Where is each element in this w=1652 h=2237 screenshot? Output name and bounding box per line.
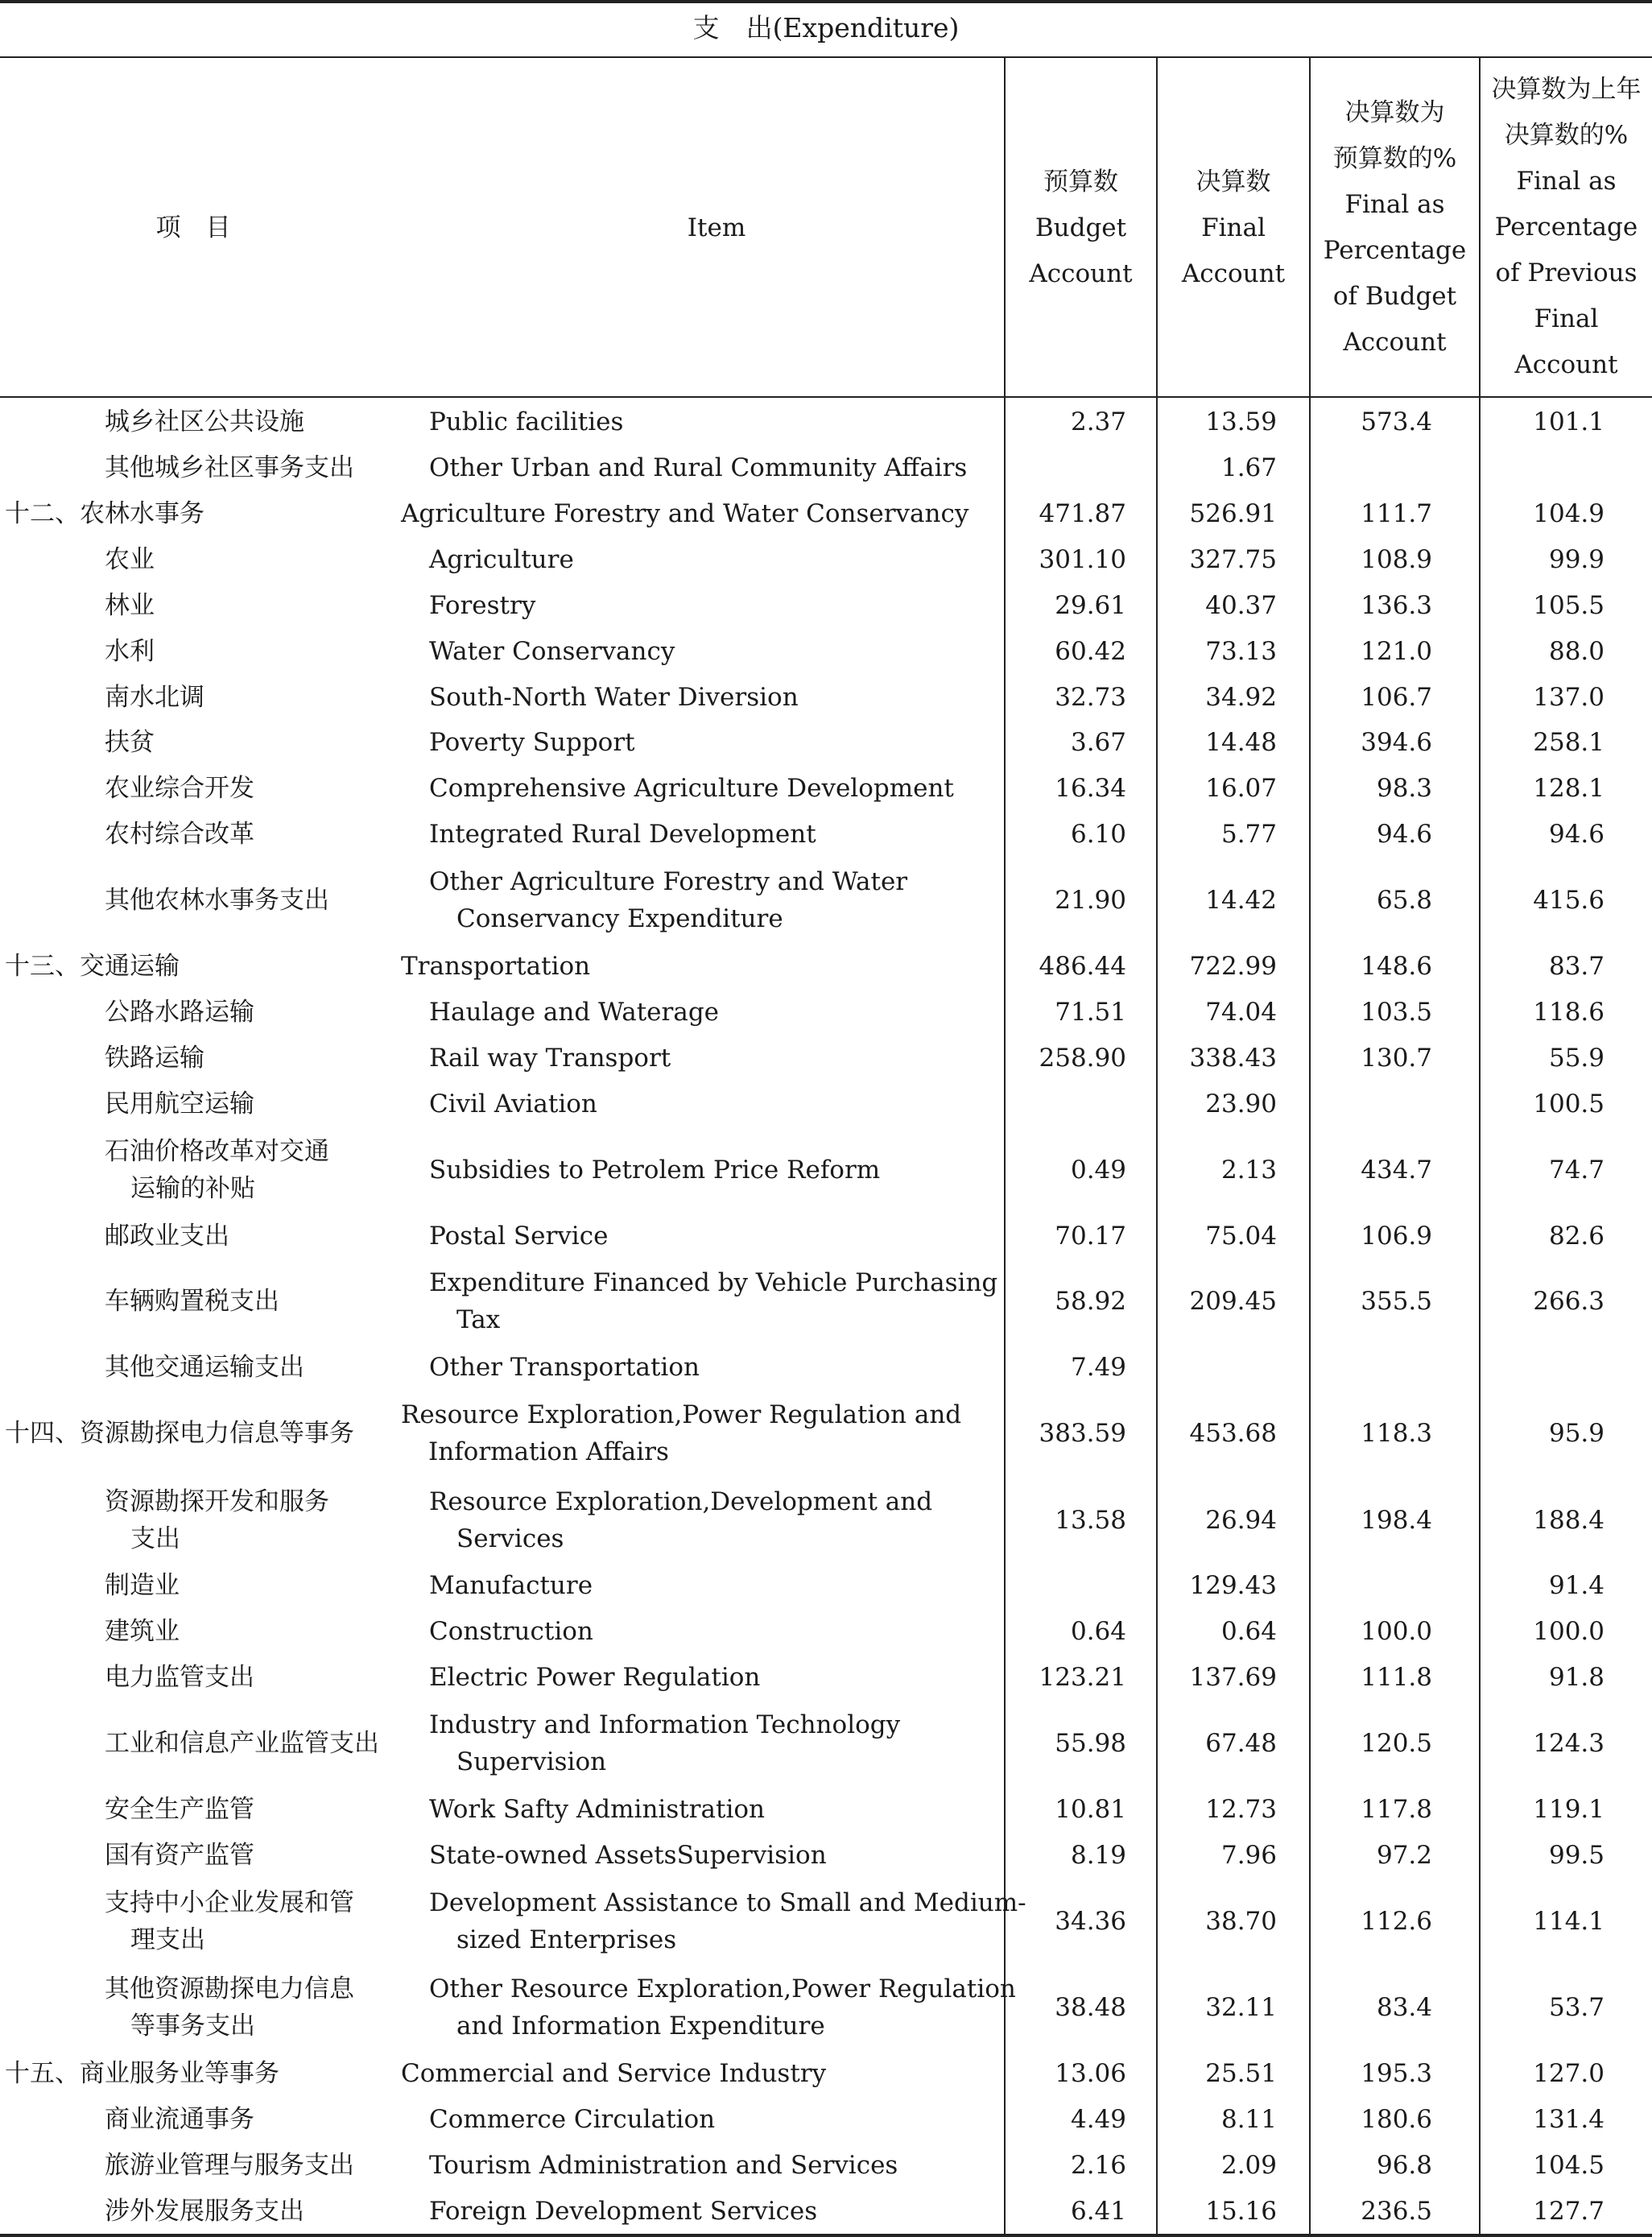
row-label-en: Commercial and Service Industry (401, 2059, 827, 2089)
cell-final: 2.13 (1220, 1155, 1277, 1185)
row-label-en: Resource Exploration,Power Regulation and (401, 1400, 962, 1430)
cell-budget: 0.49 (1070, 1155, 1126, 1185)
cell-final: 5.77 (1220, 820, 1277, 850)
cell-pct-budget: 355.5 (1361, 1287, 1432, 1317)
cell-pct-prev: 128.1 (1533, 774, 1605, 804)
row-label-en: Tourism Administration and Services (429, 2150, 898, 2180)
row-label-cn: 其他资源勘探电力信息 (105, 1974, 354, 2004)
cell-final: 0.64 (1220, 1617, 1277, 1647)
row-label-en: Agriculture Forestry and Water Conservancy (401, 499, 969, 529)
cell-pct-budget: 106.7 (1361, 682, 1432, 712)
row-label-en: Industry and Information Technology (429, 1710, 901, 1740)
cell-final: 526.91 (1189, 499, 1277, 529)
cell-final: 25.51 (1205, 2059, 1277, 2089)
header-budget: 预算数 Budget Account (1029, 167, 1133, 288)
cell-final: 14.42 (1205, 886, 1277, 916)
row-label-cn: 十四、资源勘探电力信息等事务 (5, 1419, 354, 1449)
cell-pct-budget: 195.3 (1361, 2059, 1432, 2089)
cell-budget: 58.92 (1055, 1287, 1126, 1317)
cell-pct-budget: 97.2 (1376, 1840, 1432, 1870)
cell-budget: 3.67 (1070, 728, 1126, 758)
cell-pct-budget: 118.3 (1361, 1419, 1432, 1449)
row-label-cn: 农业 (105, 544, 155, 574)
cell-pct-prev: 101.1 (1533, 407, 1605, 437)
row-label-en: Expenditure Financed by Vehicle Purchasing (429, 1268, 998, 1298)
row-label-en: Civil Aviation (429, 1089, 597, 1118)
row-label-en: Subsidies to Petrolem Price Reform (429, 1155, 881, 1185)
cell-pct-prev: 127.7 (1533, 2196, 1605, 2226)
row-label-cn: 建筑业 (105, 1617, 180, 1647)
cell-budget: 29.61 (1055, 590, 1126, 620)
cell-pct-prev: 88.0 (1548, 636, 1605, 666)
cell-final: 722.99 (1189, 952, 1277, 981)
cell-final: 327.75 (1189, 544, 1277, 574)
cell-pct-prev: 105.5 (1533, 590, 1605, 620)
cell-final: 16.07 (1205, 774, 1277, 804)
row-label-en: Construction (429, 1617, 593, 1647)
row-label-en: Commerce Circulation (429, 2104, 716, 2134)
cell-pct-prev: 82.6 (1548, 1221, 1605, 1251)
cell-pct-budget: 111.8 (1361, 1663, 1432, 1693)
row-label-en-cont: Tax (456, 1305, 501, 1335)
header-rule (0, 396, 1652, 398)
cell-budget: 60.42 (1055, 636, 1126, 666)
cell-pct-prev: 131.4 (1533, 2104, 1605, 2134)
cell-pct-prev: 91.8 (1548, 1663, 1605, 1693)
row-label-en: Manufacture (429, 1571, 593, 1601)
cell-pct-prev: 258.1 (1533, 728, 1605, 758)
row-label-en-cont: Supervision (456, 1747, 607, 1777)
cell-pct-prev: 188.4 (1533, 1505, 1605, 1535)
row-label-en: Haulage and Waterage (429, 997, 720, 1027)
row-label-en: South-North Water Diversion (429, 682, 799, 712)
cell-pct-prev: 74.7 (1548, 1155, 1605, 1185)
title-rule (0, 56, 1652, 58)
cell-pct-budget: 434.7 (1361, 1155, 1432, 1185)
cell-pct-budget: 96.8 (1376, 2150, 1432, 2180)
cell-pct-prev: 118.6 (1533, 997, 1605, 1027)
cell-budget: 13.58 (1055, 1505, 1126, 1535)
row-label-cn: 农村综合改革 (105, 820, 254, 850)
header-item-en: Item (687, 213, 746, 242)
row-label-cn-cont: 运输的补贴 (130, 1173, 255, 1203)
cell-pct-prev: 124.3 (1533, 1729, 1605, 1759)
row-label-cn: 十五、商业服务业等事务 (5, 2059, 279, 2089)
cell-final: 14.48 (1205, 728, 1277, 758)
row-label-en: Foreign Development Services (429, 2196, 818, 2226)
row-label-cn: 其他交通运输支出 (105, 1353, 304, 1383)
cell-budget: 123.21 (1039, 1663, 1126, 1693)
row-label-en: Other Agriculture Forestry and Water (429, 867, 908, 897)
cell-final: 34.92 (1205, 682, 1277, 712)
cell-budget: 34.36 (1055, 1906, 1126, 1936)
cell-pct-budget: 236.5 (1361, 2196, 1432, 2226)
cell-pct-budget: 83.4 (1376, 1993, 1432, 2023)
row-label-cn: 扶贫 (105, 728, 155, 758)
cell-final: 1.67 (1220, 453, 1277, 483)
cell-pct-prev: 266.3 (1533, 1287, 1605, 1317)
cell-pct-budget: 98.3 (1376, 774, 1432, 804)
cell-pct-budget: 103.5 (1361, 997, 1432, 1027)
row-label-en: Comprehensive Agriculture Development (429, 774, 954, 804)
row-label-en: Work Safty Administration (429, 1795, 765, 1825)
cell-budget: 21.90 (1055, 886, 1126, 916)
cell-pct-prev: 127.0 (1533, 2059, 1605, 2089)
cell-budget: 10.81 (1055, 1795, 1126, 1825)
cell-final: 8.11 (1220, 2104, 1277, 2134)
cell-pct-prev: 114.1 (1533, 1906, 1605, 1936)
cell-budget: 2.37 (1070, 407, 1126, 437)
cell-pct-prev: 104.9 (1533, 499, 1605, 529)
row-label-cn: 民用航空运输 (105, 1089, 254, 1118)
cell-budget: 55.98 (1055, 1729, 1126, 1759)
row-label-cn: 邮政业支出 (105, 1221, 229, 1251)
cell-final: 40.37 (1205, 590, 1277, 620)
cell-pct-prev: 91.4 (1548, 1571, 1605, 1601)
row-label-cn: 南水北调 (105, 682, 204, 712)
row-label-en-cont: Information Affairs (428, 1437, 669, 1467)
cell-budget: 38.48 (1055, 1993, 1126, 2023)
cell-final: 13.59 (1205, 407, 1277, 437)
row-label-en: Transportation (401, 952, 591, 981)
cell-pct-budget: 100.0 (1361, 1617, 1432, 1647)
row-label-en: Agriculture (429, 544, 574, 574)
cell-budget: 2.16 (1070, 2150, 1126, 2180)
cell-pct-budget: 106.9 (1361, 1221, 1432, 1251)
row-label-cn: 支持中小企业发展和管 (105, 1888, 354, 1917)
cell-budget: 70.17 (1055, 1221, 1126, 1251)
row-label-cn: 石油价格改革对交通 (105, 1136, 329, 1166)
cell-final: 67.48 (1205, 1729, 1277, 1759)
cell-budget: 383.59 (1039, 1419, 1126, 1449)
cell-budget: 6.10 (1070, 820, 1126, 850)
row-label-cn: 制造业 (105, 1571, 180, 1601)
row-label-cn: 城乡社区公共设施 (105, 407, 304, 437)
cell-pct-prev: 53.7 (1548, 1993, 1605, 2023)
cell-pct-budget: 65.8 (1376, 886, 1432, 916)
cell-final: 38.70 (1205, 1906, 1277, 1936)
row-label-cn: 十三、交通运输 (5, 952, 180, 981)
row-label-en-cont: Services (456, 1524, 564, 1553)
row-label-cn: 电力监管支出 (105, 1663, 254, 1693)
cell-pct-budget: 117.8 (1361, 1795, 1432, 1825)
cell-pct-budget: 130.7 (1361, 1043, 1432, 1073)
cell-pct-budget: 108.9 (1361, 544, 1432, 574)
cell-budget: 7.49 (1070, 1353, 1126, 1383)
row-label-cn: 其他城乡社区事务支出 (105, 453, 354, 483)
row-label-en-cont: sized Enterprises (456, 1925, 677, 1954)
cell-pct-budget: 121.0 (1361, 636, 1432, 666)
cell-pct-prev: 83.7 (1548, 952, 1605, 981)
cell-budget: 471.87 (1039, 499, 1126, 529)
cell-budget: 16.34 (1055, 774, 1126, 804)
cell-pct-prev: 100.0 (1533, 1617, 1605, 1647)
cell-pct-prev: 119.1 (1533, 1795, 1605, 1825)
cell-final: 23.90 (1205, 1089, 1277, 1118)
cell-final: 137.69 (1189, 1663, 1277, 1693)
cell-pct-prev: 415.6 (1533, 886, 1605, 916)
row-label-cn: 其他农林水事务支出 (105, 886, 329, 916)
header-item-cn: 项 目 (155, 213, 231, 242)
col-divider-final (1309, 58, 1311, 2235)
cell-pct-budget: 94.6 (1376, 820, 1432, 850)
cell-pct-budget: 180.6 (1361, 2104, 1432, 2134)
cell-pct-budget: 573.4 (1361, 407, 1432, 437)
row-label-cn: 公路水路运输 (105, 997, 254, 1027)
row-label-cn: 铁路运输 (105, 1043, 204, 1073)
table-title: 支 出(Expenditure) (692, 12, 960, 43)
row-label-cn-cont: 支出 (130, 1524, 180, 1553)
cell-budget: 6.41 (1070, 2196, 1126, 2226)
cell-pct-budget: 148.6 (1361, 952, 1432, 981)
cell-final: 209.45 (1189, 1287, 1277, 1317)
row-label-en: Other Urban and Rural Community Affairs (429, 453, 968, 483)
cell-budget: 4.49 (1070, 2104, 1126, 2134)
cell-final: 26.94 (1205, 1505, 1277, 1535)
cell-final: 75.04 (1205, 1221, 1277, 1251)
cell-budget: 486.44 (1039, 952, 1126, 981)
header-final: 决算数 Final Account (1181, 167, 1286, 288)
row-label-en: Other Transportation (429, 1353, 700, 1383)
cell-budget: 13.06 (1055, 2059, 1126, 2089)
top-rule (0, 0, 1652, 3)
cell-pct-prev: 104.5 (1533, 2150, 1605, 2180)
cell-pct-budget: 394.6 (1361, 728, 1432, 758)
cell-budget: 8.19 (1070, 1840, 1126, 1870)
row-label-en: Resource Exploration,Development and (429, 1487, 933, 1516)
cell-pct-prev: 95.9 (1548, 1419, 1605, 1449)
row-label-cn: 商业流通事务 (105, 2104, 254, 2134)
cell-pct-budget: 111.7 (1361, 499, 1432, 529)
cell-final: 15.16 (1205, 2196, 1277, 2226)
row-label-cn: 林业 (105, 590, 155, 620)
col-divider-budget (1156, 58, 1158, 2235)
cell-budget: 301.10 (1039, 544, 1126, 574)
row-label-en: Rail way Transport (429, 1043, 671, 1073)
cell-pct-prev: 55.9 (1548, 1043, 1605, 1073)
cell-pct-budget: 198.4 (1361, 1505, 1432, 1535)
cell-final: 7.96 (1220, 1840, 1277, 1870)
cell-final: 73.13 (1205, 636, 1277, 666)
cell-pct-budget: 120.5 (1361, 1729, 1432, 1759)
cell-budget: 32.73 (1055, 682, 1126, 712)
row-label-cn: 国有资产监管 (105, 1840, 254, 1870)
row-label-cn: 十二、农林水事务 (5, 499, 204, 529)
cell-final: 453.68 (1189, 1419, 1277, 1449)
row-label-en: Development Assistance to Small and Medium- (429, 1888, 1026, 1917)
row-label-en: Electric Power Regulation (429, 1663, 761, 1693)
row-label-en: Public facilities (429, 407, 624, 437)
row-label-en: Water Conservancy (429, 636, 675, 666)
cell-pct-prev: 99.5 (1548, 1840, 1605, 1870)
row-label-cn-cont: 等事务支出 (130, 2012, 255, 2041)
row-label-en-cont: Conservancy Expenditure (456, 904, 783, 934)
header-pct-budget: 决算数为 预算数的% Final as Percentage of Budget Account (1323, 98, 1467, 357)
row-label-en: Other Resource Exploration,Power Regulation (429, 1974, 1016, 2004)
cell-final: 74.04 (1205, 997, 1277, 1027)
row-label-cn: 安全生产监管 (105, 1795, 254, 1825)
cell-pct-prev: 137.0 (1533, 682, 1605, 712)
cell-final: 338.43 (1189, 1043, 1277, 1073)
cell-final: 12.73 (1205, 1795, 1277, 1825)
row-label-en: Postal Service (429, 1221, 609, 1251)
row-label-cn: 水利 (105, 636, 155, 666)
row-label-cn: 涉外发展服务支出 (105, 2196, 304, 2226)
cell-pct-prev: 99.9 (1548, 544, 1605, 574)
row-label-en: State-owned AssetsSupervision (429, 1840, 827, 1870)
row-label-cn: 旅游业管理与服务支出 (105, 2150, 354, 2180)
cell-budget: 0.64 (1070, 1617, 1126, 1647)
cell-budget: 71.51 (1055, 997, 1126, 1027)
cell-final: 129.43 (1189, 1571, 1277, 1601)
row-label-en-cont: and Information Expenditure (456, 2012, 825, 2041)
row-label-en: Poverty Support (429, 728, 635, 758)
row-label-cn: 资源勘探开发和服务 (105, 1487, 329, 1516)
row-label-cn: 车辆购置税支出 (105, 1287, 279, 1317)
cell-pct-budget: 136.3 (1361, 590, 1432, 620)
cell-final: 32.11 (1205, 1993, 1277, 2023)
cell-pct-prev: 100.5 (1533, 1089, 1605, 1118)
cell-final: 2.09 (1220, 2150, 1277, 2180)
row-label-cn: 农业综合开发 (105, 774, 254, 804)
cell-pct-prev: 94.6 (1548, 820, 1605, 850)
row-label-cn-cont: 理支出 (130, 1925, 205, 1954)
cell-pct-budget: 112.6 (1361, 1906, 1432, 1936)
row-label-cn: 工业和信息产业监管支出 (105, 1729, 379, 1759)
bottom-rule (0, 2234, 1652, 2237)
cell-budget: 258.90 (1039, 1043, 1126, 1073)
row-label-en: Integrated Rural Development (429, 820, 816, 850)
header-pct-prev: 决算数为上年 决算数的% Final as Percentage of Previous Final Account (1491, 75, 1642, 379)
row-label-en: Forestry (429, 590, 536, 620)
